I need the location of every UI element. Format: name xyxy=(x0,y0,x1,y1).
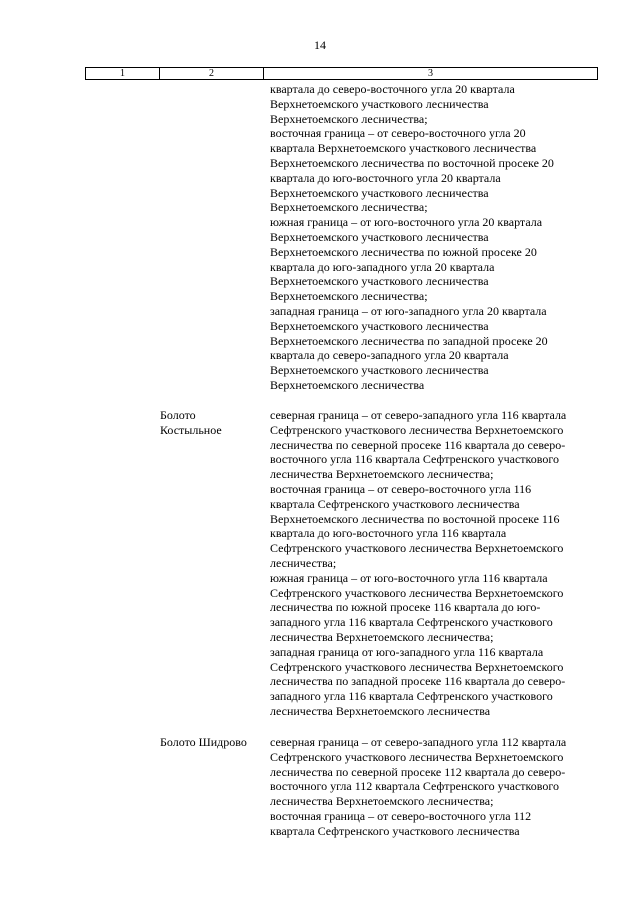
text-line: квартала Сефтренского участкового лесничества xyxy=(270,496,520,511)
text-line: квартала до северо-восточного угла 20 квартала xyxy=(270,82,515,96)
text-line: Верхнетоемского лесничества; xyxy=(270,200,428,215)
text-line: западного угла 116 квартала Сефтренского участкового xyxy=(270,615,553,630)
text-line: восточная граница – от северо-восточного угла 116 xyxy=(270,481,532,496)
text-line: Верхнетоемского участкового лесничества xyxy=(270,318,489,333)
text-line: лесничества по северной просеке 116 квартала до северо- xyxy=(270,437,566,452)
text-line: квартала до юго-западного угла 20 квартала xyxy=(270,259,495,274)
text-line: Верхнетоемского участкового лесничества xyxy=(270,229,489,244)
text-line: Сефтренского участкового лесничества Верхнетоемского xyxy=(270,659,564,674)
text-line: Верхнетоемского участкового лесничества xyxy=(270,185,489,200)
object-name xyxy=(160,735,265,750)
table-header xyxy=(85,67,598,80)
text-line: Костыльное xyxy=(160,422,222,437)
page-number: 14 xyxy=(314,38,326,52)
text-line: Верхнетоемского лесничества по южной просеке 20 xyxy=(270,244,537,259)
column-header-1: 1 xyxy=(86,68,160,79)
boundary-description xyxy=(270,735,600,839)
text-line: западная граница от юго-западного угла 116 квартала xyxy=(270,644,544,659)
text-line: Болото Шидрово xyxy=(160,735,247,749)
text-line: Верхнетоемского лесничества; xyxy=(270,111,428,126)
text-line: лесничества Верхнетоемского лесничества; xyxy=(270,467,494,482)
boundary-description xyxy=(270,82,600,393)
text-line: Болото xyxy=(160,408,196,422)
text-line: Верхнетоемского лесничества xyxy=(270,377,425,392)
text-line: лесничества; xyxy=(270,555,337,570)
text-line: квартала до юго-восточного угла 116 квартала xyxy=(270,526,507,541)
text-line: северная граница – от северо-западного угла 116 квартала xyxy=(270,408,567,422)
text-line: Сефтренского участкового лесничества Верхнетоемского xyxy=(270,585,564,600)
text-line: лесничества Верхнетоемского лесничества xyxy=(270,703,491,718)
column-header-3: 3 xyxy=(428,68,433,79)
text-line: западного угла 116 квартала Сефтренского участкового xyxy=(270,689,553,704)
object-name xyxy=(160,408,265,438)
text-line: восточного угла 112 квартала Сефтренского участкового xyxy=(270,779,559,794)
text-line: восточная граница – от северо-восточного угла 112 xyxy=(270,808,532,823)
text-line: Верхнетоемского участкового лесничества xyxy=(270,96,489,111)
text-line: Верхнетоемского лесничества по западной просеке 20 xyxy=(270,333,548,348)
text-line: квартала Сефтренского участкового лесничества xyxy=(270,823,520,838)
text-line: квартала до юго-восточного угла 20 квартала xyxy=(270,170,501,185)
text-line: Верхнетоемского лесничества; xyxy=(270,289,428,304)
text-line: западная граница – от юго-западного угла 20 квартала xyxy=(270,303,547,318)
text-line: восточного угла 116 квартала Сефтренского участкового xyxy=(270,452,559,467)
text-line: восточная граница – от северо-восточного угла 20 xyxy=(270,126,526,141)
text-line: квартала до северо-западного угла 20 квартала xyxy=(270,348,509,363)
text-line: Верхнетоемского участкового лесничества xyxy=(270,363,489,378)
boundary-description xyxy=(270,408,600,719)
text-line: Сефтренского участкового лесничества Верхнетоемского xyxy=(270,422,564,437)
text-line: Сефтренского участкового лесничества Верхнетоемского xyxy=(270,749,564,764)
column-header-2: 2 xyxy=(160,68,264,79)
text-line: южная граница – от юго-восточного угла 20 квартала xyxy=(270,215,543,230)
text-line: квартала Верхнетоемского участкового лесничества xyxy=(270,141,537,156)
text-line: лесничества по южной просеке 116 квартала до юго- xyxy=(270,600,541,615)
text-line: Верхнетоемского лесничества по восточной просеке 116 xyxy=(270,511,560,526)
text-line: Сефтренского участкового лесничества Верхнетоемского xyxy=(270,541,564,556)
text-line: Верхнетоемского участкового лесничества xyxy=(270,274,489,289)
text-line: лесничества Верхнетоемского лесничества; xyxy=(270,629,494,644)
text-line: южная граница – от юго-восточного угла 116 квартала xyxy=(270,570,548,585)
text-line: лесничества по западной просеке 116 квартала до северо- xyxy=(270,674,566,689)
text-line: Верхнетоемского лесничества по восточной просеке 20 xyxy=(270,155,554,170)
text-line: лесничества по северной просеке 112 квартала до северо- xyxy=(270,764,566,779)
text-line: северная граница – от северо-западного угла 112 квартала xyxy=(270,735,567,749)
text-line: лесничества Верхнетоемского лесничества; xyxy=(270,794,494,809)
